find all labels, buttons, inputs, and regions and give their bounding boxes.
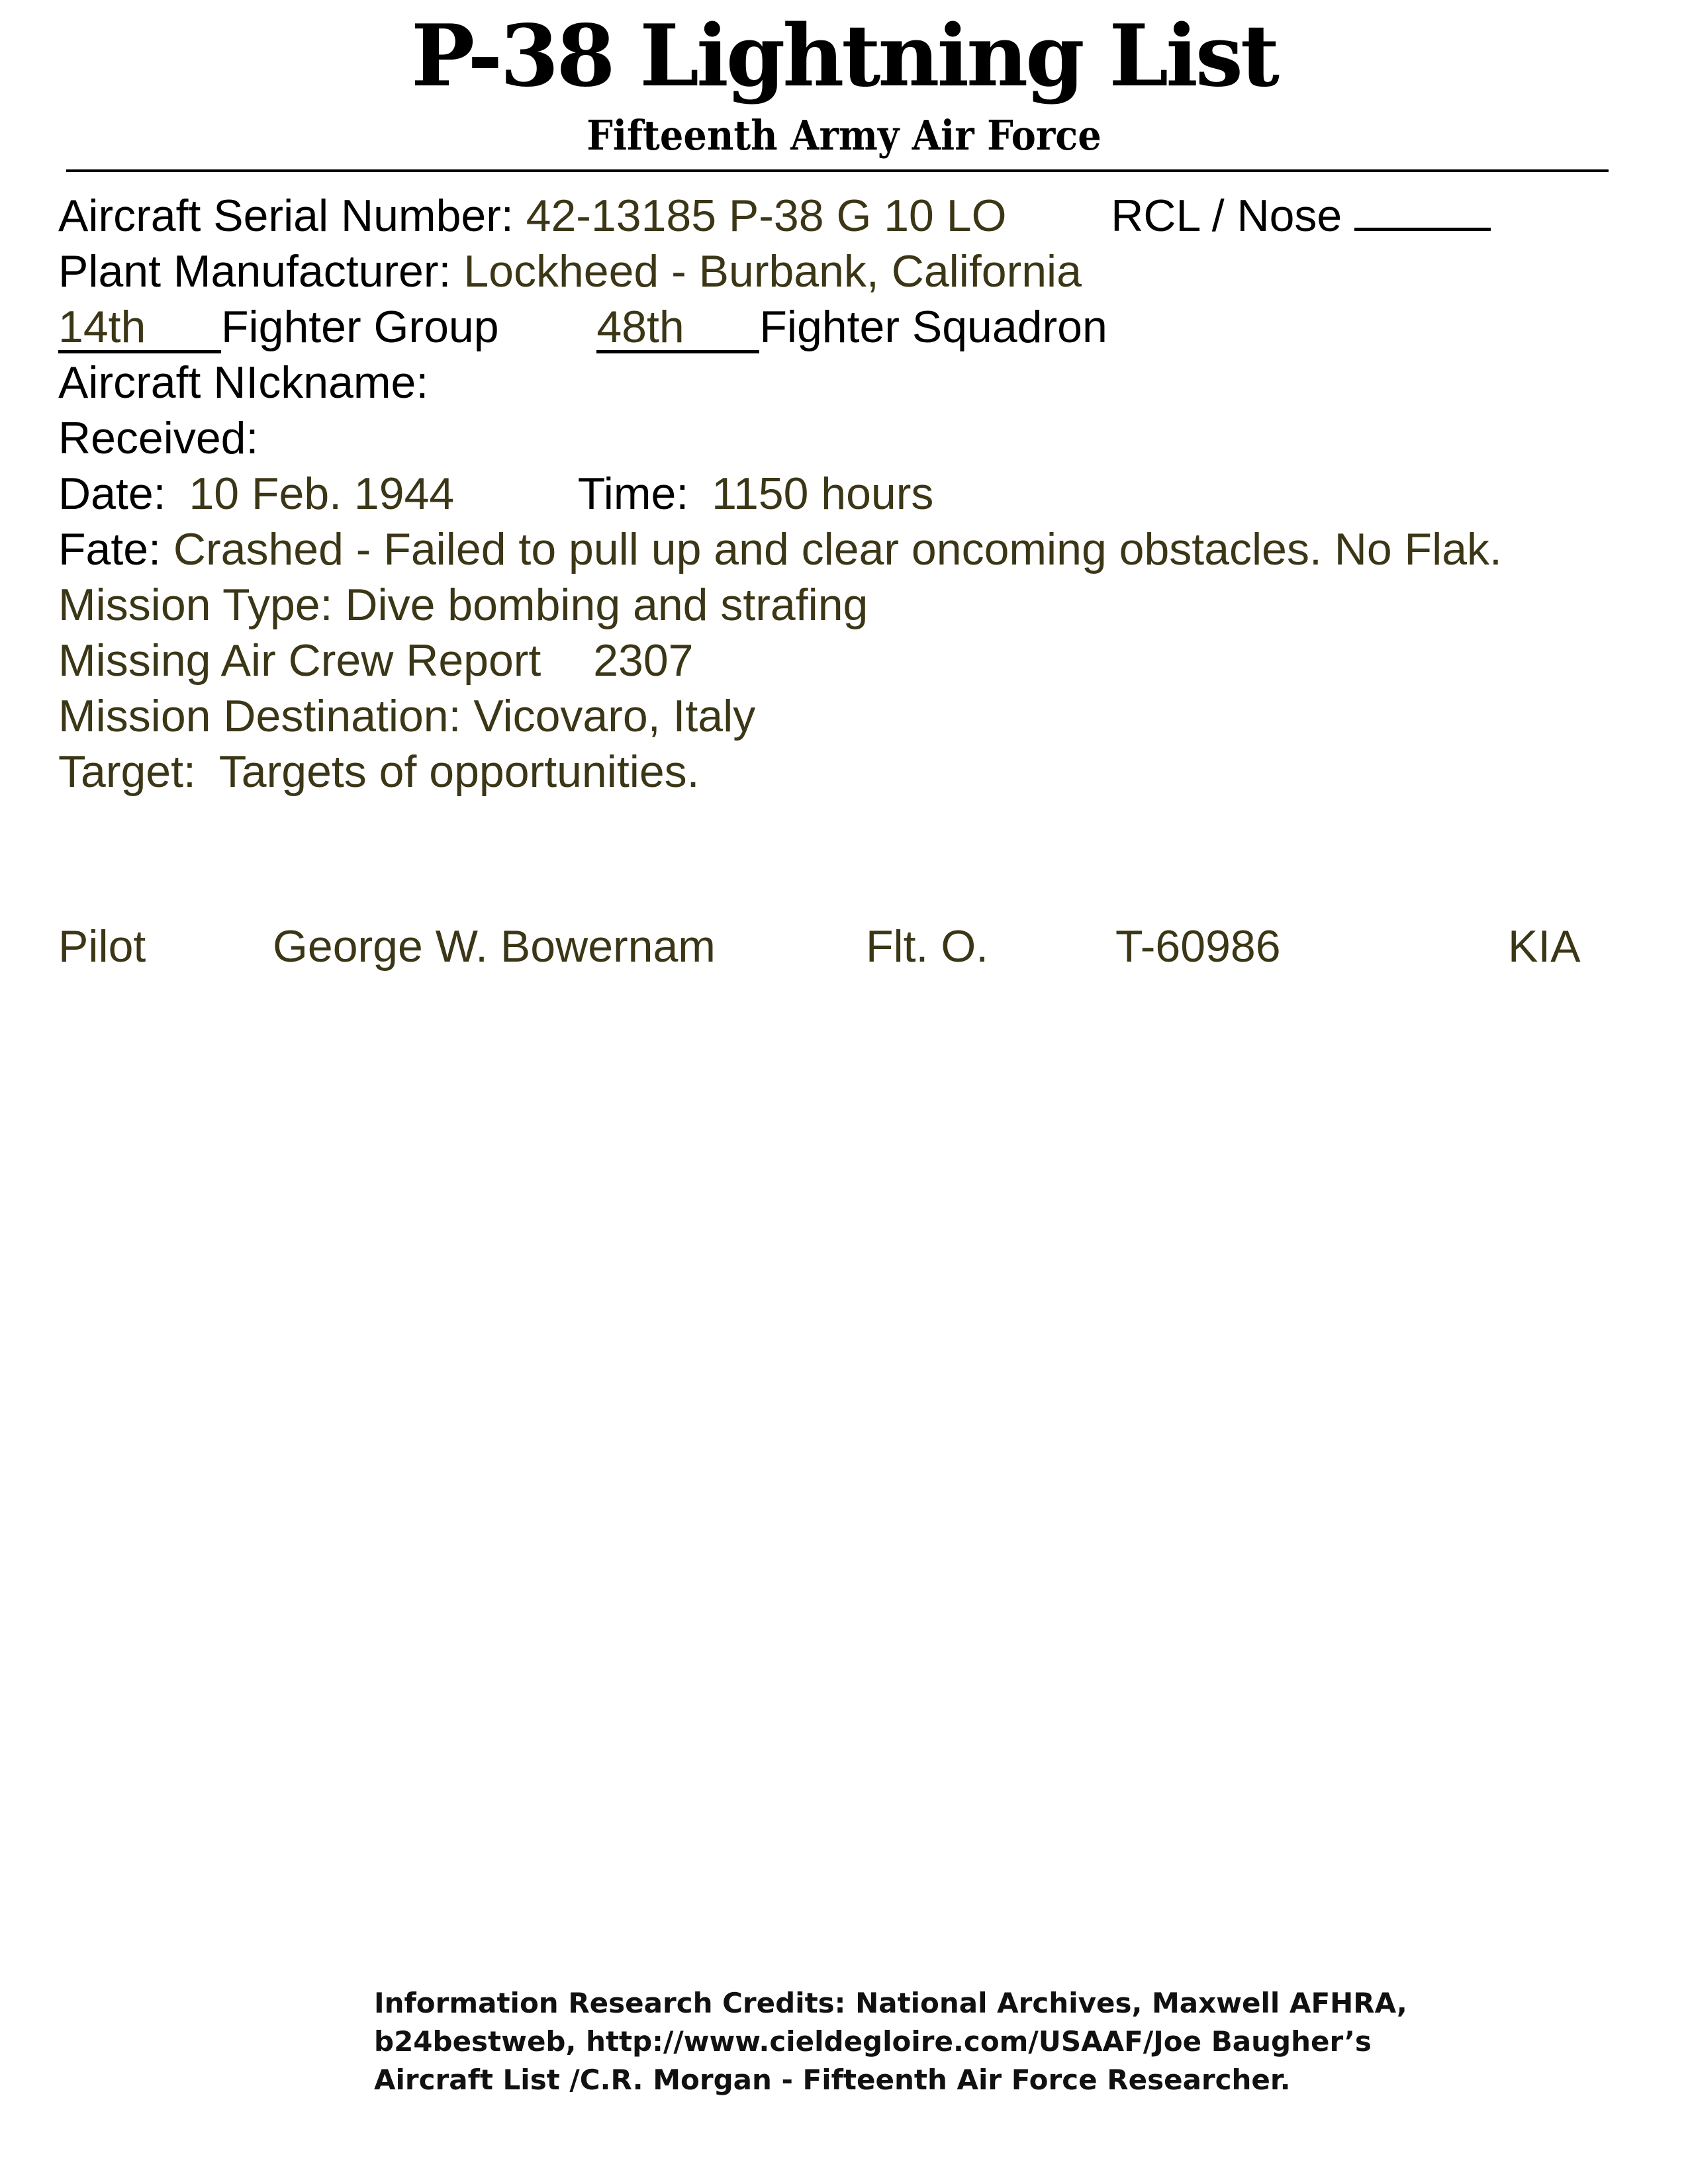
squadron-value: 48th [596,302,684,352]
fate-label: Fate: [58,524,161,574]
date-value: 10 Feb. 1944 [189,469,455,519]
serial-value: 42-13185 P-38 G 10 LO [526,191,1007,241]
crew-serial: T-60986 [1115,921,1281,972]
target-value: Targets of opportunities. [218,747,700,797]
serial-label: Aircraft Serial Number: [58,191,514,241]
plant-line [58,245,1082,298]
credits-line-3: Aircraft List /C.R. Morgan - Fifteenth Air Force Researcher. [374,2064,1291,2096]
time-label: Time: [577,469,689,519]
received-line [58,412,258,465]
nickname-label: Aircraft NIckname: [58,357,429,408]
research-credits [374,1984,1407,2099]
serial-line [58,189,1491,242]
credits-line-1: Information Research Credits: National Archives, Maxwell AFHRA, [374,1987,1407,2019]
received-label: Received: [58,413,259,463]
date-label: Date: [58,469,166,519]
title-divider [66,169,1609,172]
macr-value: 2307 [593,635,694,686]
crew-name: George W. Bowernam [273,921,716,972]
nickname-line [58,356,428,409]
fate-value: Crashed - Failed to pull up and clear oncoming obstacles. No Flak. [173,524,1502,574]
crew-position: Pilot [58,921,146,972]
destination-line: Mission Destination: Vicovaro, Italy [58,691,756,741]
page-title: P-38 Lightning List [411,7,1277,106]
crew-rank: Flt. O. [866,921,989,972]
page-subtitle: Fifteenth Army Air Force [586,111,1102,159]
plant-value: Lockheed - Burbank, California [463,246,1082,296]
target-label: Target: [58,747,196,797]
rcl-label: RCL / Nose [1111,191,1342,241]
date-line [58,467,933,520]
credits-line-2: b24bestweb, http://www.cieldegloire.com/USAAF/Joe Baugher’s [374,2025,1372,2058]
squadron-label: Fighter Squadron [759,302,1107,352]
macr-label: Missing Air Crew Report [58,635,541,686]
rcl-blank [1354,189,1491,231]
mission-type-line: Mission Type: Dive bombing and strafing [58,580,868,630]
unit-line [58,300,1107,353]
crew-status: KIA [1508,921,1581,972]
macr-line [58,634,694,687]
group-label: Fighter Group [221,302,499,352]
fate-line [58,523,1502,576]
crew-row [0,920,1688,973]
target-line [58,745,700,798]
plant-label: Plant Manufacturer: [58,246,451,296]
group-value: 14th [58,302,146,352]
time-value: 1150 hours [712,469,934,519]
